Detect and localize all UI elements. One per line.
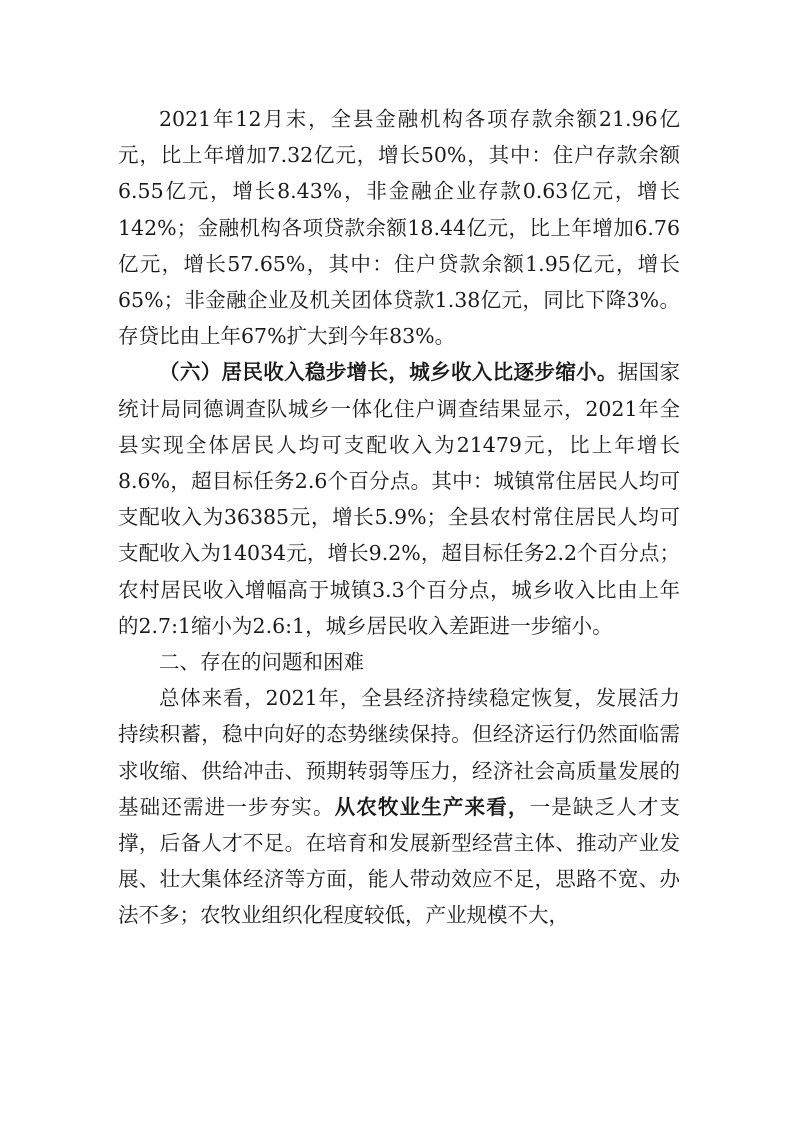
paragraph-text: 总体来看，2021年，全县经济持续稳定恢复，发展活力持续积蓄，稳中向好的态势继续保持。但经济运行仍然面临需求收缩、供给冲击、预期转弱等压力，经济社会高质量发展的基础还需进一步夯实。: [118, 686, 680, 819]
document-body: [118, 101, 680, 934]
paragraph-text: 一是缺乏人才支撑，后备人才不足。在培育和发展新型经营主体、推动产业发展、壮大集体经济等方面，能人带动效应不足，思路不宽、办法不多；农牧业组织化程度较低，产业规模不大，: [118, 794, 681, 928]
section-lead-agriculture: 从农牧业生产来看，: [334, 794, 530, 819]
paragraph-overview: [118, 680, 680, 933]
paragraph-text: 据国家统计局同德调查队城乡一体化住户调查结果显示，2021年全县实现全体居民人均可支配收入为21479元，比上年增长8.6%，超目标任务2.6个百分点。其中：城镇常住居民人均可支配收入为36385元，增长5.9%；全县农村常住居民人均可支配收入为14034元，增长9.2%，超目标任务2.2个百分点；农村居民收入增幅高于城镇3.3个百分点，城乡收入比由上年的2.7:1缩小为2.6:1，城乡居民收入差距进一步缩小。: [118, 360, 681, 638]
paragraph-financial-deposits: [118, 101, 680, 354]
paragraph-resident-income: [118, 354, 680, 644]
section-lead-income: （六）居民收入稳步增长，城乡收入比逐步缩小。: [159, 360, 618, 385]
section-heading-problems: 二、存在的问题和困难: [159, 650, 364, 675]
paragraph-text: 2021年12月末，全县金融机构各项存款余额21.96亿元，比上年增加7.32亿元，增长50%，其中：住户存款余额6.55亿元，增长8.43%，非金融企业存款0.63亿元，增长142%；金融机构各项贷款余额18.44亿元，比上年增加6.76亿元，增长57.65%，其中：住户贷款余额1.95亿元，增长65%；非金融企业及机关团体贷款1.38亿元，同比下降3%。存贷比由上年67%扩大到今年83%。: [118, 107, 680, 349]
